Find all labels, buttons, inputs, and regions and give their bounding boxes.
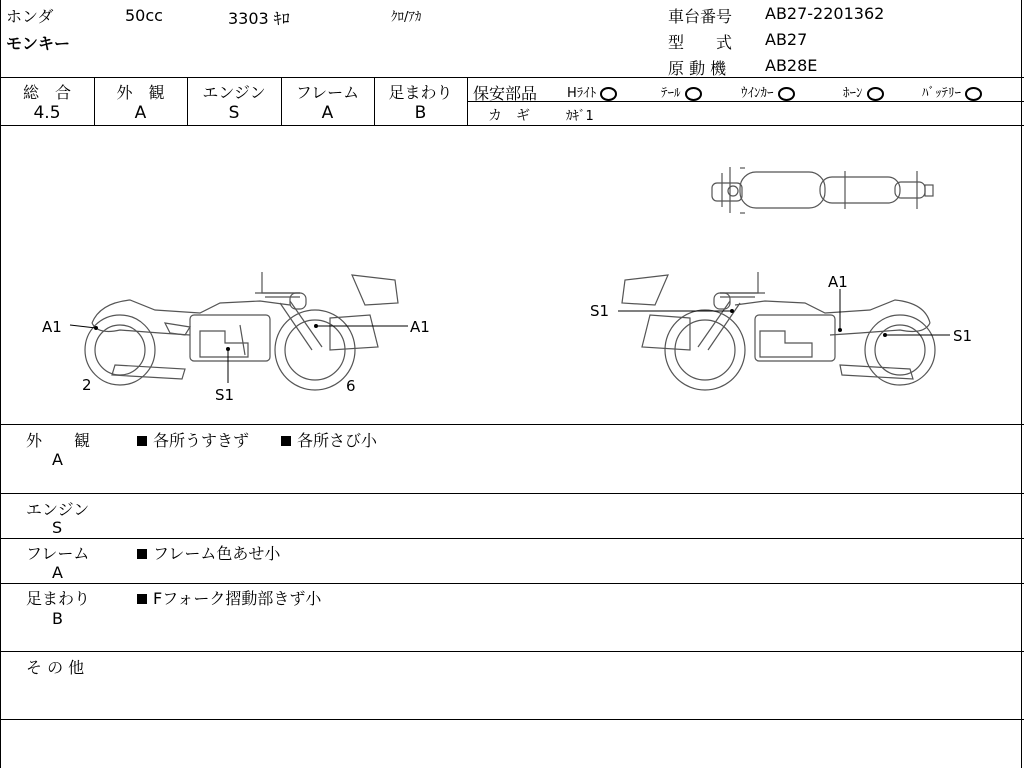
notes-frame-label: フレーム bbox=[26, 544, 90, 563]
mark-a1-front-left: A1 bbox=[410, 318, 430, 336]
color: ｸﾛ/ｱｶ bbox=[391, 10, 422, 25]
notes-suspension-item: Fフォーク摺動部きず小 bbox=[137, 586, 321, 609]
mileage: 3303 ｷﾛ bbox=[228, 9, 290, 28]
exterior-grade: A bbox=[134, 103, 147, 123]
engine-label: エンジン bbox=[202, 83, 266, 102]
type-value: AB27 bbox=[765, 30, 808, 49]
engine-model-value: AB28E bbox=[765, 56, 818, 75]
model-name: モンキー bbox=[6, 34, 71, 53]
ok-circle-icon bbox=[600, 87, 617, 101]
safety-parts-label: 保安部品 bbox=[473, 84, 538, 103]
notes-engine-grade: S bbox=[52, 518, 63, 537]
mark-num-6: 6 bbox=[346, 377, 356, 395]
ok-circle-icon bbox=[778, 87, 795, 101]
ok-circle-icon bbox=[965, 87, 982, 101]
divider bbox=[0, 77, 1024, 78]
notes-other-label: そ の 他 bbox=[26, 658, 85, 677]
overall-grade: 4.5 bbox=[33, 103, 61, 123]
frame-grade: A bbox=[321, 103, 334, 123]
condition-diagram bbox=[0, 125, 1024, 425]
mark-s1-front-right: S1 bbox=[590, 302, 610, 320]
suspension-label: 足まわり bbox=[388, 83, 453, 102]
exterior-label: 外 観 bbox=[116, 83, 165, 102]
divider bbox=[0, 651, 1024, 652]
mark-s1-left: S1 bbox=[215, 386, 235, 404]
type-label: 型 式 bbox=[668, 33, 733, 52]
engine-grade: S bbox=[228, 103, 240, 123]
divider bbox=[0, 538, 1024, 539]
frame-no-label: 車台番号 bbox=[668, 7, 733, 26]
notes-frame-grade: A bbox=[52, 563, 63, 582]
bike-right-side-icon bbox=[622, 272, 935, 390]
divider bbox=[467, 101, 1024, 102]
suspension-grade: B bbox=[414, 103, 427, 123]
mark-a1-rear-left: A1 bbox=[42, 318, 62, 336]
notes-engine-label: エンジン bbox=[26, 500, 90, 519]
displacement: 50cc bbox=[125, 6, 163, 25]
notes-suspension-label: 足まわり bbox=[26, 589, 91, 608]
safety-headlight: Hﾗｲﾄ bbox=[567, 82, 617, 101]
safety-winker: ｳｲﾝｶｰ bbox=[741, 82, 795, 101]
divider bbox=[0, 493, 1024, 494]
notes-exterior-label: 外 観 bbox=[26, 431, 91, 450]
notes-exterior-grade: A bbox=[52, 450, 63, 469]
bike-top-view-icon bbox=[712, 167, 933, 213]
safety-battery: ﾊﾞｯﾃﾘｰ bbox=[922, 82, 982, 101]
ok-circle-icon bbox=[867, 87, 884, 101]
notes-frame-item: フレーム色あせ小 bbox=[137, 541, 280, 564]
bike-left-side-icon bbox=[85, 272, 398, 390]
maker: ホンダ bbox=[6, 7, 54, 26]
bullet-square-icon bbox=[137, 594, 147, 604]
bullet-square-icon bbox=[137, 549, 147, 559]
ok-circle-icon bbox=[685, 87, 702, 101]
notes-exterior-item: 各所うすきず bbox=[137, 428, 249, 451]
safety-tail: ﾃｰﾙ bbox=[661, 82, 702, 101]
frame-label: フレーム bbox=[295, 83, 360, 102]
divider bbox=[467, 77, 468, 125]
bullet-square-icon bbox=[281, 436, 291, 446]
engine-model-label: 原 動 機 bbox=[668, 59, 727, 78]
overall-label: 総 合 bbox=[22, 83, 71, 102]
key-value: ｶｷﾞ1 bbox=[566, 109, 594, 124]
divider bbox=[0, 583, 1024, 584]
mark-s1-rear-right: S1 bbox=[953, 327, 973, 345]
notes-suspension-grade: B bbox=[52, 609, 63, 628]
mark-a1-right: A1 bbox=[828, 273, 848, 291]
bullet-square-icon bbox=[137, 436, 147, 446]
mark-num-2: 2 bbox=[82, 376, 92, 394]
notes-exterior-item: 各所さび小 bbox=[281, 428, 377, 451]
frame-no: AB27-2201362 bbox=[765, 4, 885, 23]
safety-horn: ﾎｰﾝ bbox=[843, 82, 884, 101]
key-label: カ ギ bbox=[488, 108, 530, 124]
divider bbox=[0, 719, 1024, 720]
